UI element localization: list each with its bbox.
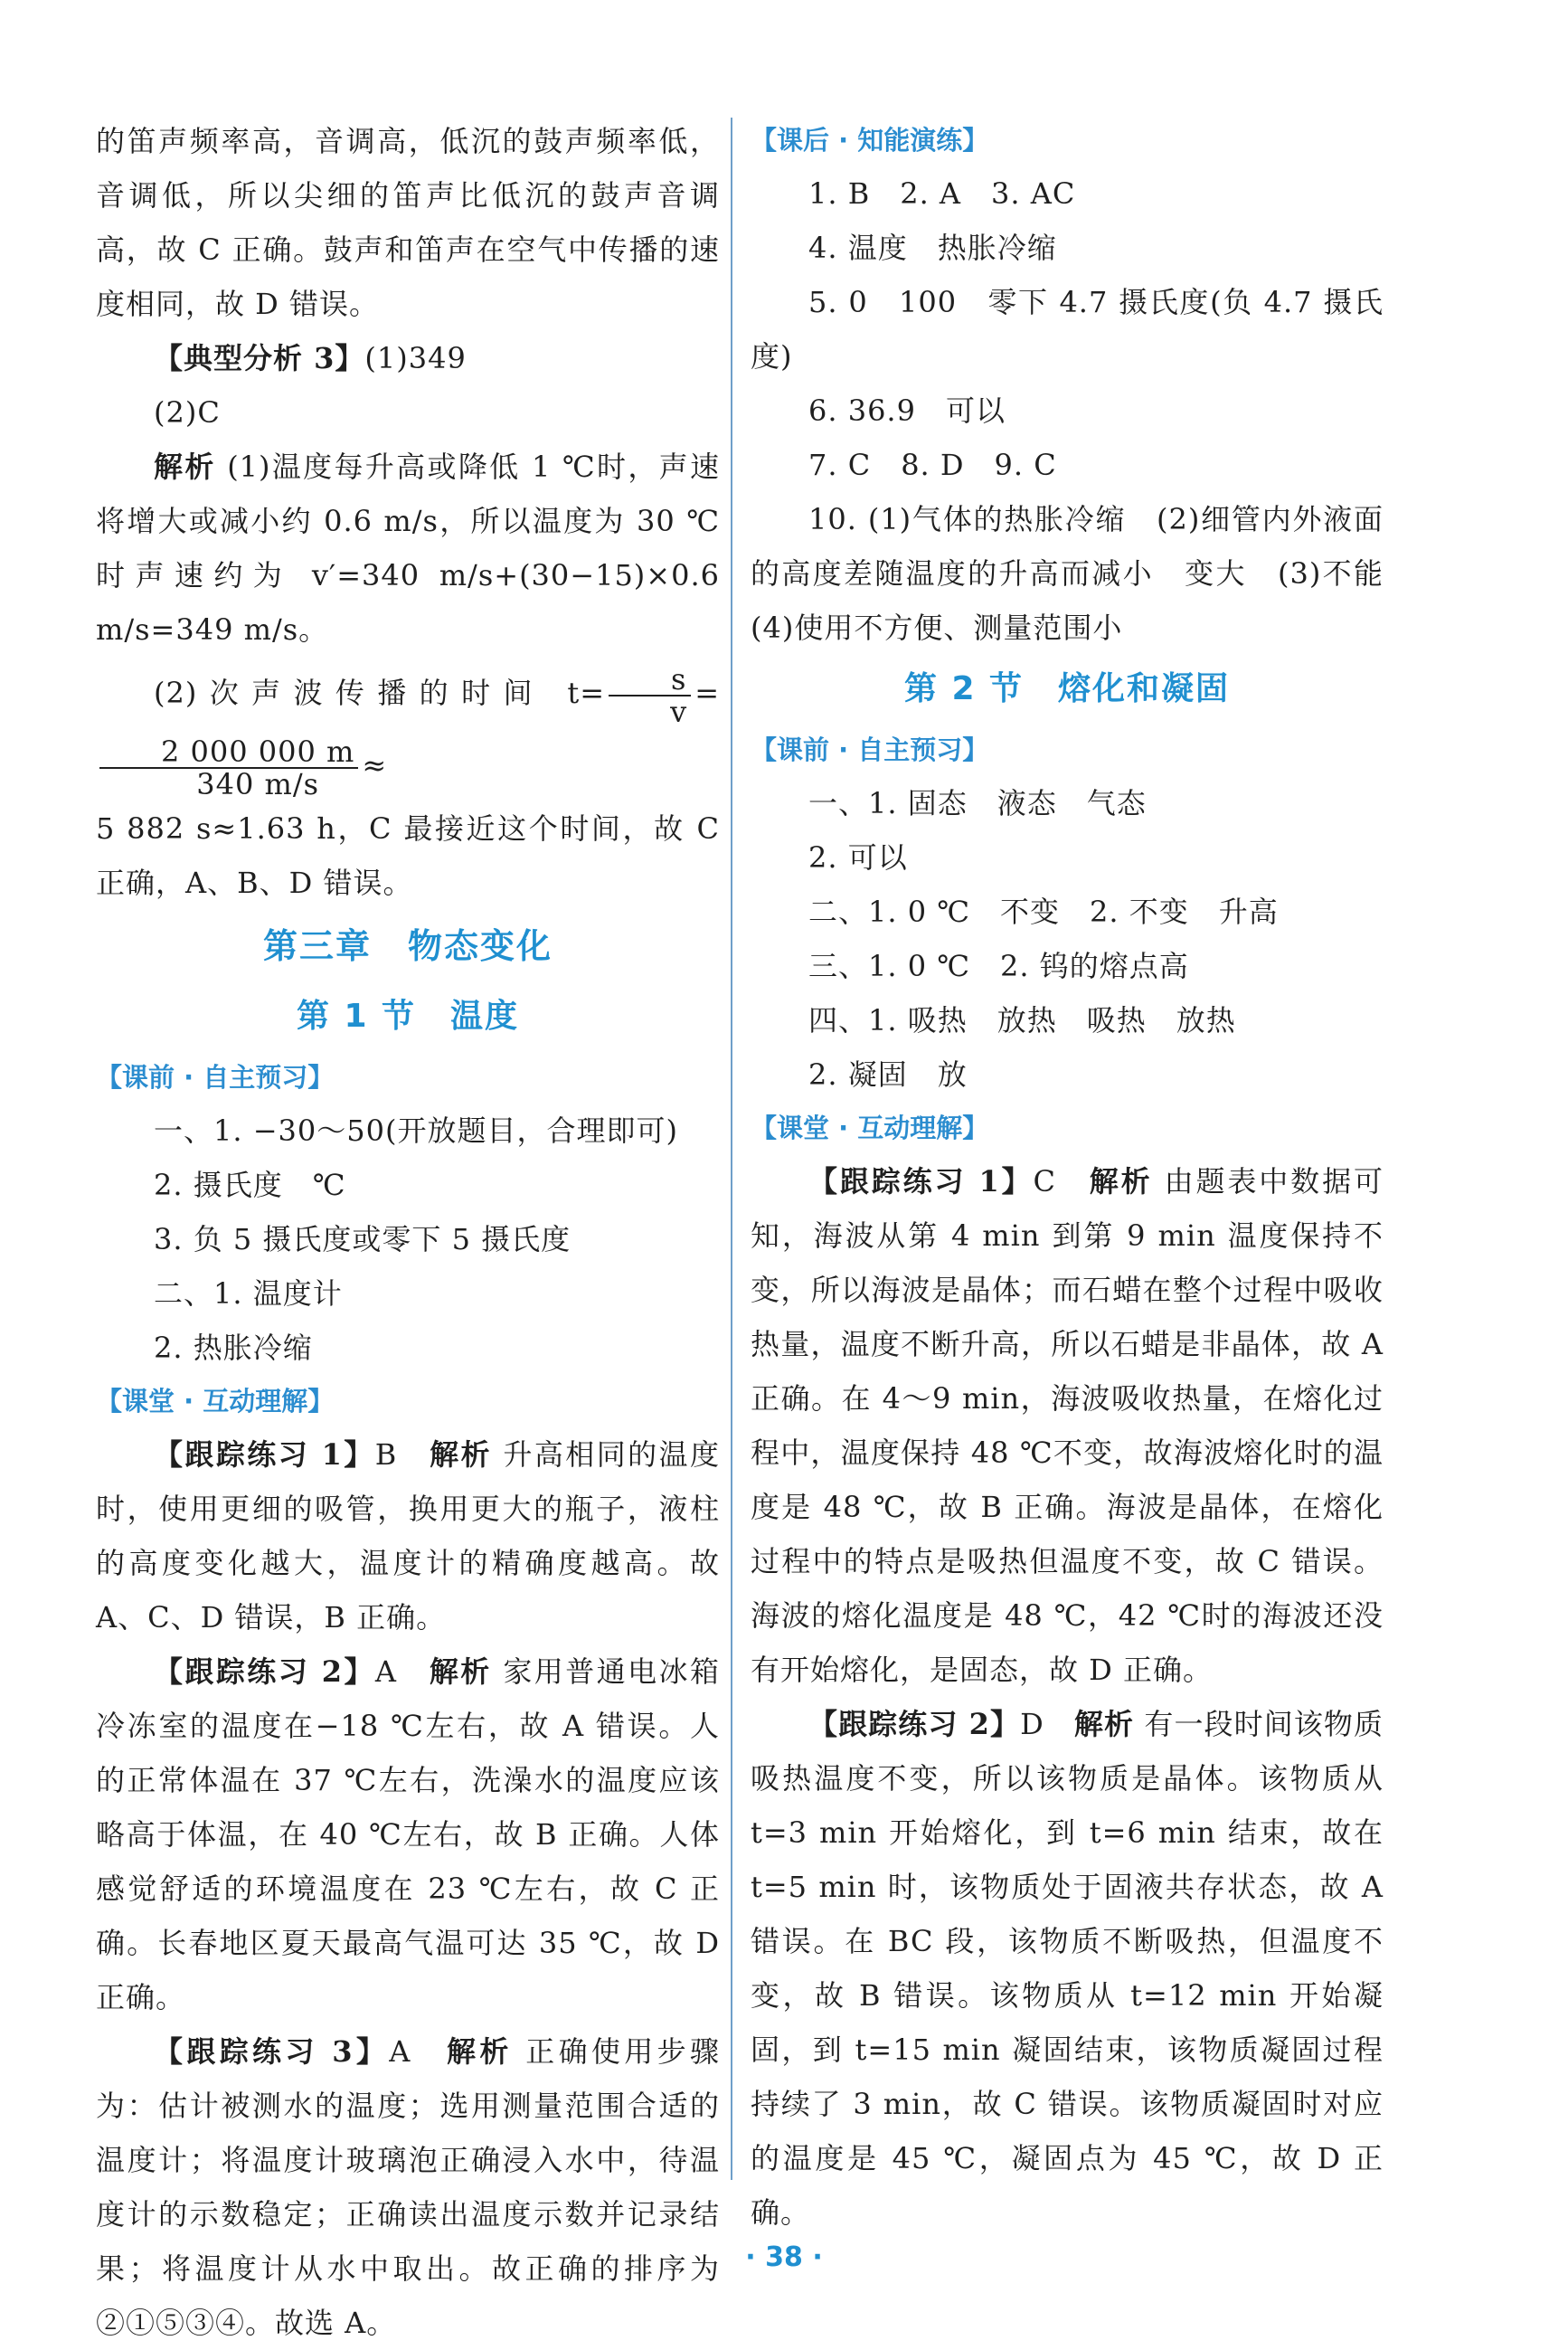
exercise-1 — [96, 1427, 720, 1644]
explanation — [96, 440, 720, 657]
fraction-s-over-v — [609, 661, 691, 729]
answer: B — [374, 1437, 398, 1472]
page-number: · 38 · — [745, 2241, 823, 2273]
answer-line: 2. 可以 — [808, 840, 908, 875]
label: 【跟踪练习 3】 — [154, 2034, 390, 2069]
denominator: v — [670, 694, 688, 729]
column-divider — [731, 118, 732, 2180]
answer-line: 2. 凝固 放 — [808, 1057, 968, 1092]
typical-analysis-3 — [96, 331, 720, 385]
exercise-2 — [751, 1697, 1384, 2240]
answer-line: 二、1. 温度计 — [154, 1276, 343, 1311]
answer-line: 一、1. −30～50(开放题目，合理即可) — [154, 1113, 678, 1148]
explanation-text: 升高相同的温度时，使用更细的吸管，换用更大的瓶子，液柱的高度变化越大，温度计的精确度越高。故 A、C、D 错误，B 正确。 — [96, 1437, 720, 1635]
analysis-label: 解析 — [154, 450, 216, 484]
analysis-label: 解析 — [429, 1654, 492, 1689]
exercise-1 — [751, 1154, 1384, 1697]
answer: (1)349 — [364, 341, 467, 375]
answer-line: 3. 负 5 摄氏度或零下 5 摄氏度 — [154, 1222, 571, 1256]
numerator: 2 000 000 m — [99, 736, 358, 769]
answer-line: 1. B 2. A 3. AC — [808, 176, 1076, 211]
explanation-text: 由题表中数据可知，海波从第 4 min 到第 9 min 温度保持不变，所以海波是晶体；而石蜡在整个过程中吸收热量，温度不断升高，所以石蜡是非晶体，故 A 正确。在 4～9 min，海波吸收热量，在熔化过程中，温度保持 48 ℃不变，故海波熔化时的温度是 48 ℃，故 B 正确。海波是晶体，在熔化过程中的特点是吸热但温度不变，故 C 错误。海波的熔化温度是 48 ℃，42 ℃时的海波还没有开始熔化，是固态，故 D 正确。 — [751, 1164, 1384, 1687]
answer: C — [1033, 1164, 1056, 1199]
answer-line: 10. (1)气体的热胀冷缩 (2)细管内外液面的高度差随温度的升高而减小 变大 (3)不能 (4)使用不方便、测量范围小 — [751, 502, 1414, 645]
label: 【跟踪练习 1】 — [154, 1437, 375, 1472]
answer-line: 三、1. 0 ℃ 2. 钨的熔点高 — [808, 949, 1189, 983]
formula-prefix: (2)次声波传播的时间 t= — [154, 676, 606, 710]
answer-line: 6. 36.9 可以 — [808, 393, 1006, 428]
exercise-2 — [96, 1644, 720, 2024]
explanation-continued: 5 882 s≈1.63 h，C 最接近这个时间，故 C 正确，A、B、D 错误。 — [96, 811, 720, 900]
label: 【典型分析 3】 — [154, 341, 365, 375]
answer-line: 5. 0 100 零下 4.7 摄氏度(负 4.7 摄氏度) — [751, 285, 1384, 374]
answer-line: 2. 摄氏度 ℃ — [154, 1168, 346, 1202]
explanation-text: 正确使用步骤为：估计被测水的温度；选用测量范围合适的温度计；将温度计玻璃泡正确浸入水中，待温度计的示数稳定；正确读出温度示数并记录结果；将温度计从水中取出。故正确的排序为②①⑤③④。故选 A。 — [96, 2034, 720, 2340]
fraction-distance-over-speed — [99, 736, 358, 800]
answer-line: 四、1. 吸热 放热 吸热 放热 — [808, 1003, 1236, 1038]
section-title: 第 1 节 温度 — [296, 998, 520, 1035]
answer: D — [1020, 1707, 1044, 1741]
analysis-label: 解析 — [1089, 1164, 1153, 1199]
label: 【跟踪练习 2】 — [154, 1654, 375, 1689]
answer-line: 二、1. 0 ℃ 不变 2. 不变 升高 — [808, 895, 1279, 929]
exercise-3 — [96, 2024, 720, 2350]
tag-classroom: 【课堂 · 互动理解】 — [96, 1386, 335, 1417]
tag-preview: 【课前 · 自主预习】 — [751, 734, 989, 765]
section-title: 第 2 节 熔化和凝固 — [903, 670, 1231, 707]
denominator: 340 m/s — [196, 766, 320, 801]
tag-classroom: 【课堂 · 互动理解】 — [751, 1113, 989, 1143]
left-column — [96, 114, 720, 2350]
right-column — [751, 114, 1414, 2240]
analysis-label: 解析 — [1073, 1707, 1135, 1741]
answer-line: 7. C 8. D 9. C — [808, 448, 1057, 482]
answer-line: 4. 温度 热胀冷缩 — [808, 231, 1057, 265]
answer: A — [374, 1654, 397, 1689]
answer-line: 一、1. 固态 液态 气态 — [808, 786, 1147, 820]
paragraph: 的笛声频率高，音调高，低沉的鼓声频率低，音调低，所以尖细的笛声比低沉的鼓声音调高，故 C 正确。鼓声和笛声在空气中传播的速度相同，故 D 错误。 — [96, 124, 720, 321]
numerator: s — [609, 664, 691, 696]
tag-after-class: 【课后 · 知能演练】 — [751, 125, 989, 156]
answer-line: 2. 热胀冷缩 — [154, 1331, 313, 1365]
analysis-label: 解析 — [447, 2034, 513, 2069]
approx-sign: ≈ — [362, 748, 388, 782]
chapter-title: 第三章 物态变化 — [262, 926, 553, 966]
answer-line: (2)C — [154, 395, 221, 430]
explanation-text: 有一段时间该物质吸热温度不变，所以该物质是晶体。该物质从 t=3 min 开始熔化，到 t=6 min 结束，故在 t=5 min 时，该物质处于固液共存状态，故 A 错误。在 BC 段，该物质不断吸热，但温度不变，故 B 错误。该物质从 t=12 min 开始凝固，到 t=15 min 凝固结束，该物质凝固过程持续了 3 min，故 C 错误。该物质凝固时对应的温度是 45 ℃，凝固点为 45 ℃，故 D 正确。 — [751, 1707, 1384, 2230]
tag-preview: 【课前 · 自主预习】 — [96, 1062, 335, 1093]
explanation-text: (1)温度每升高或降低 1 ℃时，声速将增大或减小约 0.6 m/s，所以温度为 30 ℃时声速约为 v′=340 m/s+(30−15)×0.6 m/s=349 m/s。 — [96, 450, 720, 647]
analysis-label: 解析 — [430, 1437, 492, 1472]
explanation-text: 家用普通电冰箱冷冻室的温度在−18 ℃左右，故 A 错误。人的正常体温在 37 ℃左右，洗澡水的温度应该略高于体温，在 40 ℃左右，故 B 正确。人体感觉舒适的环境温度在 23 ℃左右，故 C 正确。长春地区夏天最高气温可达 35 ℃，故 D 正确。 — [96, 1654, 720, 2014]
label: 【跟踪练习 2】 — [808, 1707, 1021, 1741]
answer: A — [389, 2034, 411, 2069]
equals: = — [694, 676, 720, 710]
label: 【跟踪练习 1】 — [808, 1164, 1034, 1199]
explanation-formula — [96, 657, 720, 801]
